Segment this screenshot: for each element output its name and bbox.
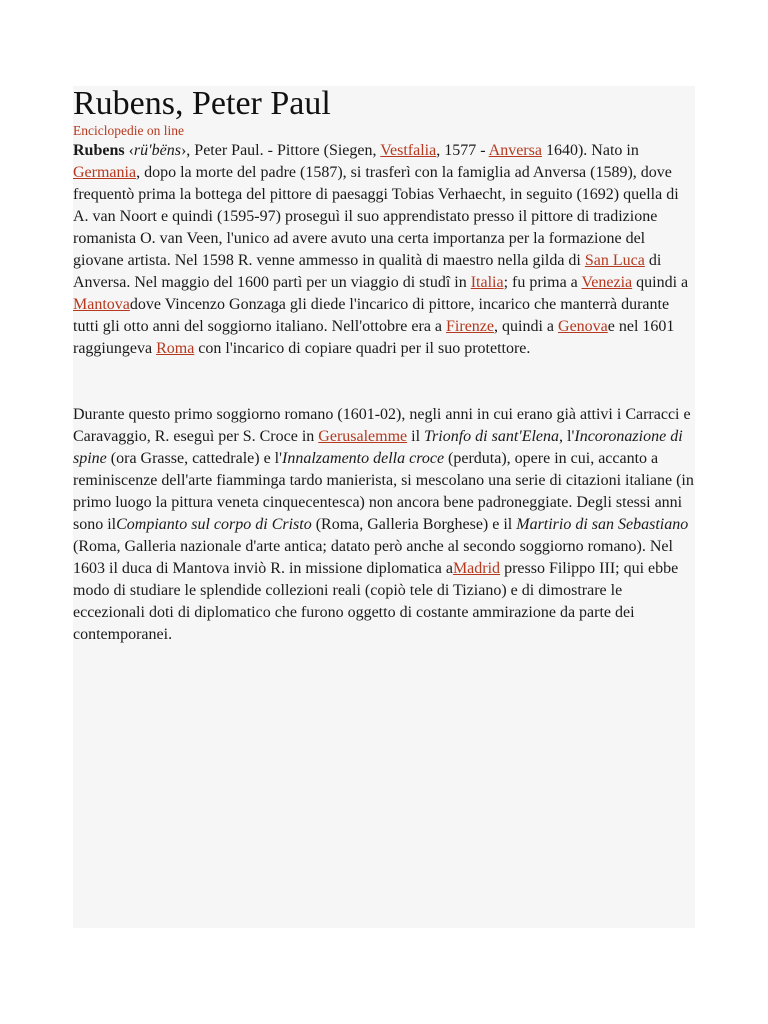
text: (perduta), opere in cui, accanto a reminiscenze dell'arte fiamminga tardo manierista, si mescolano una serie di citazioni italiane (in primo luogo la pittura veneta cinquecentesca) non ancora bene padroneggiate. Degli stessi anni sono il [73, 450, 694, 533]
text: 1640). Nato in [541, 142, 639, 159]
text: presso Filippo III; qui ebbe modo di studiare le splendide collezioni reali (copiò tele di Tiziano) e di dimostrare le eccezionali doti di diplomatico che furono oggetto di costante ammirazione da parte dei contemporanei. [73, 560, 679, 643]
text: Durante questo primo soggiorno romano (1601-02), negli anni in cui erano già attivi i Carracci e Caravaggio, R. eseguì per S. Croce in [73, 406, 691, 445]
link-madrid[interactable]: Madrid [452, 560, 501, 577]
link-anversa[interactable]: Anversa [488, 142, 542, 159]
artwork-title: Innalzamento della croce [282, 450, 445, 467]
link-venezia[interactable]: Venezia [581, 274, 633, 291]
text: quindi a [632, 274, 689, 291]
link-mantova[interactable]: Mantova [73, 296, 130, 313]
artwork-title: Trionfo di sant'Elena [424, 428, 560, 445]
text: di Anversa. Nel maggio del 1600 partì per un viaggio di studî in [73, 252, 662, 291]
headword: Rubens [73, 142, 125, 159]
text: (Roma, Galleria nazionale d'arte antica; datato però anche al secondo soggiorno romano). Nel 1603 il duca di Mantova inviò R. in missione diplomatica a [73, 538, 673, 577]
article-body [73, 140, 697, 646]
text: dove Vincenzo Gonzaga gli diede l'incarico di pittore, incarico che manterrà durante tutti gli otto anni del soggiorno italiano. Nell'ottobre era a [73, 296, 670, 335]
text: , l' [559, 428, 575, 445]
source-line [73, 122, 184, 140]
text: (Roma, Galleria Borghese) e il [311, 516, 517, 533]
text: , quindi a [494, 318, 559, 335]
artwork-title: Compianto sul corpo di Cristo [116, 516, 312, 533]
pronunciation: rü′bëns [133, 142, 181, 159]
link-vestfalia[interactable]: Vestfalia [380, 142, 437, 159]
link-genova[interactable]: Genova [558, 318, 608, 335]
text: ‹ [124, 142, 134, 159]
link-san-luca[interactable]: San Luca [584, 252, 645, 269]
text: (ora Grasse, cattedrale) e l' [106, 450, 283, 467]
artwork-title: Martirio di san Sebastiano [516, 516, 689, 533]
paragraph-1 [73, 140, 697, 360]
text: , dopo la morte del padre (1587), si trasferì con la famiglia ad Anversa (1589), dove frequentò prima la bottega del pittore di paesaggi Tobias Verhaecht, in seguito (1692) quella di A. van Noort e quindi (1595-97) proseguì il suo apprendistato presso il pittore di tradizione romanista O. van Veen, l'unico ad avere avuto una certa importanza per la formazione del giovane artista. Nel 1598 R. venne ammesso in qualità di maestro nella gilda di [73, 164, 679, 269]
link-gerusalemme[interactable]: Gerusalemme [318, 428, 408, 445]
source-link[interactable]: Enciclopedie on line [73, 123, 184, 138]
page-title: Rubens, Peter Paul [73, 85, 331, 122]
text: ›, Peter Paul. - Pittore (Siegen, [180, 142, 381, 159]
text: , 1577 - [436, 142, 489, 159]
text: e nel 1601 raggiungeva [73, 318, 675, 357]
artwork-title: Incoronazione di spine [73, 428, 683, 467]
text: il [407, 428, 425, 445]
link-germania[interactable]: Germania [73, 164, 137, 181]
paragraph-2 [73, 404, 697, 646]
text: con l'incarico di copiare quadri per il suo protettore. [194, 340, 531, 357]
link-roma[interactable]: Roma [156, 340, 195, 357]
link-firenze[interactable]: Firenze [446, 318, 495, 335]
text: ; fu prima a [503, 274, 582, 291]
link-italia[interactable]: Italia [470, 274, 504, 291]
